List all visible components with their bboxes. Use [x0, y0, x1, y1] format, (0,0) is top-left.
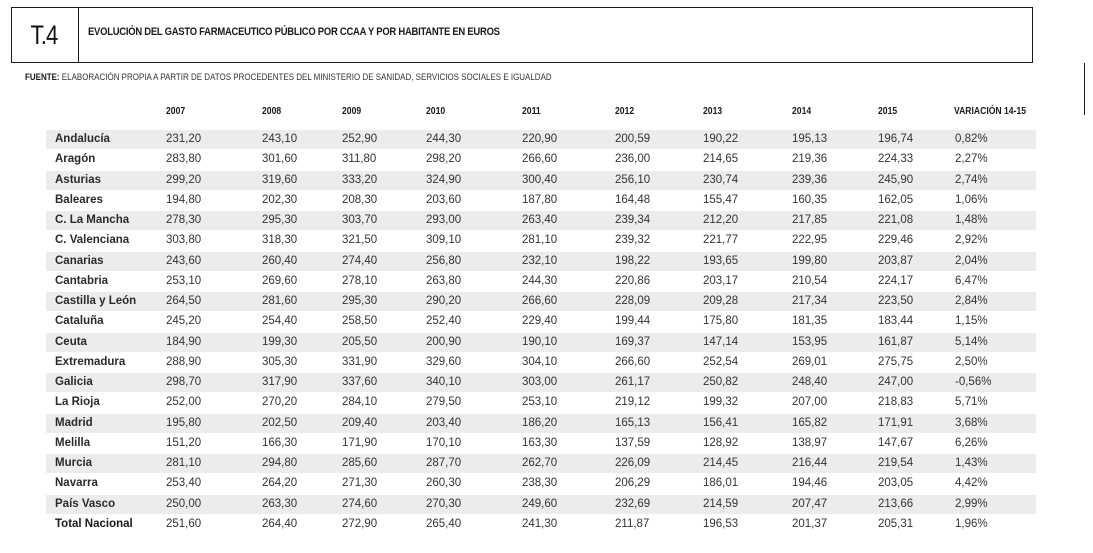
table-cell: 262,70	[522, 457, 558, 469]
table-row	[46, 130, 1036, 150]
table-cell: 175,80	[703, 315, 739, 328]
table-cell: 239,34	[615, 214, 651, 226]
table-cell: 6,47%	[955, 274, 988, 287]
table-cell: 274,60	[342, 497, 378, 510]
table-cell: 331,90	[342, 355, 378, 368]
table-cell: 153,95	[792, 335, 828, 348]
table-cell: 3,68%	[955, 416, 988, 429]
column-header: 2012	[615, 106, 635, 117]
table-cell: 224,33	[878, 153, 914, 166]
table-cell: 186,20	[522, 416, 558, 429]
region-name: Murcia	[55, 457, 93, 469]
table-cell: 196,53	[703, 517, 739, 530]
table-cell: 171,91	[878, 416, 914, 429]
table-cell: 248,40	[792, 376, 828, 388]
table-row	[46, 312, 1036, 332]
table-cell: 2,92%	[955, 234, 988, 247]
table-cell: 266,60	[522, 295, 558, 307]
table-cell: 219,54	[878, 457, 914, 469]
table-cell: 243,10	[262, 133, 298, 145]
table-cell: 220,86	[615, 274, 651, 287]
table-cell: 195,80	[166, 416, 202, 429]
table-header	[11, 7, 1033, 63]
table-cell: 303,80	[166, 234, 202, 247]
table-cell: 239,36	[792, 173, 828, 186]
table-cell: 205,50	[342, 335, 378, 348]
table-cell: 250,00	[166, 497, 202, 510]
data-table	[46, 130, 1036, 535]
table-cell: 232,10	[522, 254, 558, 267]
table-cell: 190,10	[522, 335, 558, 348]
table-cell: 274,40	[342, 254, 378, 267]
table-cell: 266,60	[615, 355, 651, 368]
table-cell: 319,60	[262, 173, 298, 186]
region-name: Andalucía	[55, 133, 110, 145]
table-code: T.4	[30, 19, 58, 50]
table-cell: 194,80	[166, 193, 202, 206]
table-cell: 333,20	[342, 173, 378, 186]
table-cell: 321,50	[342, 234, 378, 247]
table-cell: 183,44	[878, 315, 914, 328]
table-cell: 329,60	[426, 355, 462, 368]
table-cell: 218,83	[878, 396, 914, 409]
table-cell: 263,80	[426, 274, 462, 287]
table-cell: 272,90	[342, 517, 378, 530]
region-name: La Rioja	[55, 396, 100, 409]
table-cell: 317,90	[262, 376, 298, 388]
table-cell: 219,36	[792, 153, 828, 166]
table-cell: 202,30	[262, 193, 298, 206]
table-cell: 203,87	[878, 254, 914, 267]
table-row	[46, 414, 1036, 434]
table-cell: 278,10	[342, 274, 378, 287]
table-row	[46, 231, 1036, 251]
table-cell: 253,40	[166, 477, 202, 490]
table-cell: 245,90	[878, 173, 914, 186]
table-cell: 300,40	[522, 173, 558, 186]
table-cell: 186,01	[703, 477, 739, 490]
table-cell: 264,40	[262, 517, 298, 530]
table-cell: 202,50	[262, 416, 298, 429]
table-cell: 199,80	[792, 254, 828, 267]
table-cell: 203,17	[703, 274, 739, 287]
table-cell: 281,10	[166, 457, 202, 469]
table-row	[46, 292, 1036, 312]
table-cell: 163,30	[522, 436, 558, 449]
table-cell: 245,20	[166, 315, 202, 328]
table-cell: 200,59	[615, 133, 651, 145]
table-cell: 226,09	[615, 457, 651, 469]
source-label: FUENTE:	[25, 72, 60, 83]
column-header: 2013	[703, 106, 723, 117]
table-row	[46, 454, 1036, 474]
region-name: Total Nacional	[55, 517, 133, 530]
table-cell: 303,00	[522, 376, 558, 388]
table-cell: 209,28	[703, 295, 739, 307]
table-cell: 239,32	[615, 234, 651, 247]
table-cell: 166,30	[262, 436, 298, 449]
column-header: 2015	[878, 106, 898, 117]
table-cell: 281,60	[262, 295, 298, 307]
table-cell: 1,96%	[955, 517, 988, 530]
region-name: Galicia	[55, 376, 93, 388]
table-cell: 219,12	[615, 396, 651, 409]
table-cell: 203,05	[878, 477, 914, 490]
table-cell: 228,09	[615, 295, 651, 307]
table-cell: 196,74	[878, 133, 914, 145]
table-cell: 222,95	[792, 234, 828, 247]
table-cell: 281,10	[522, 234, 558, 247]
table-cell: 190,22	[703, 133, 739, 145]
table-cell: 252,00	[166, 396, 202, 409]
table-cell: 203,40	[426, 416, 462, 429]
region-name: Canarias	[55, 254, 104, 267]
table-cell: 298,20	[426, 153, 462, 166]
table-cell: 304,10	[522, 355, 558, 368]
table-cell: 260,30	[426, 477, 462, 490]
region-name: Extremadura	[55, 355, 126, 368]
table-cell: 128,92	[703, 436, 739, 449]
table-cell: 243,60	[166, 254, 202, 267]
table-row	[46, 272, 1036, 292]
table-cell: 5,14%	[955, 335, 988, 348]
table-cell: 263,40	[522, 214, 558, 226]
table-cell: 195,13	[792, 133, 828, 145]
source-line	[25, 72, 552, 83]
region-name: Asturias	[55, 173, 102, 186]
table-cell: 299,20	[166, 173, 202, 186]
table-cell: 253,10	[166, 274, 202, 287]
table-cell: 208,30	[342, 193, 378, 206]
table-cell: 303,70	[342, 214, 378, 226]
table-cell: 171,90	[342, 436, 378, 449]
table-cell: 223,50	[878, 295, 914, 307]
table-cell: 265,40	[426, 517, 462, 530]
table-cell: 2,99%	[955, 497, 988, 510]
table-cell: 264,20	[262, 477, 298, 490]
table-cell: 220,90	[522, 133, 558, 145]
table-cell: 169,37	[615, 335, 651, 348]
table-cell: 270,20	[262, 396, 298, 409]
table-cell: 181,35	[792, 315, 828, 328]
table-cell: 293,00	[426, 214, 462, 226]
column-header: 2007	[166, 106, 186, 117]
region-name: C. Valenciana	[55, 234, 130, 247]
table-row	[46, 171, 1036, 191]
table-cell: -0,56%	[955, 376, 992, 388]
table-cell: 221,77	[703, 234, 739, 247]
region-name: Navarra	[55, 477, 98, 490]
table-cell: 137,59	[615, 436, 651, 449]
table-cell: 301,60	[262, 153, 298, 166]
table-cell: 251,60	[166, 517, 202, 530]
table-cell: 211,87	[615, 517, 650, 530]
table-cell: 285,60	[342, 457, 378, 469]
table-cell: 230,74	[703, 173, 739, 186]
table-cell: 260,40	[262, 254, 298, 267]
table-cell: 205,31	[878, 517, 914, 530]
table-cell: 309,10	[426, 234, 462, 247]
table-cell: 249,60	[522, 497, 558, 510]
table-cell: 295,30	[342, 295, 378, 307]
table-cell: 224,17	[878, 274, 914, 287]
table-cell: 311,80	[342, 153, 377, 166]
table-row	[46, 474, 1036, 494]
header-divider	[78, 8, 79, 62]
table-cell: 254,40	[262, 315, 298, 328]
table-cell: 1,06%	[955, 193, 988, 206]
table-cell: 2,27%	[955, 153, 988, 166]
table-cell: 203,60	[426, 193, 462, 206]
table-cell: 250,82	[703, 376, 739, 388]
table-cell: 5,71%	[955, 396, 988, 409]
table-cell: 2,04%	[955, 254, 988, 267]
table-cell: 318,30	[262, 234, 298, 247]
table-cell: 221,08	[878, 214, 914, 226]
table-cell: 256,80	[426, 254, 462, 267]
table-cell: 201,37	[792, 517, 828, 530]
table-cell: 340,10	[426, 376, 462, 388]
table-cell: 214,59	[703, 497, 739, 510]
region-name: Melilla	[55, 436, 91, 449]
table-cell: 194,46	[792, 477, 828, 490]
region-name: Castilla y León	[55, 295, 137, 307]
table-cell: 156,41	[703, 416, 739, 429]
table-cell: 279,50	[426, 396, 462, 409]
table-cell: 165,82	[792, 416, 828, 429]
region-name: Aragón	[55, 153, 96, 166]
table-cell: 213,66	[878, 497, 914, 510]
table-row	[46, 150, 1036, 170]
region-name: Ceuta	[55, 335, 87, 348]
table-row	[46, 353, 1036, 373]
table-cell: 275,75	[878, 355, 914, 368]
table-cell: 212,20	[703, 214, 739, 226]
table-cell: 264,50	[166, 295, 202, 307]
table-cell: 200,90	[426, 335, 462, 348]
region-name: Cataluña	[55, 315, 104, 328]
table-cell: 164,48	[615, 193, 651, 206]
table-cell: 278,30	[166, 214, 202, 226]
table-cell: 214,65	[703, 153, 739, 166]
table-cell: 199,30	[262, 335, 298, 348]
table-row	[46, 333, 1036, 353]
table-cell: 288,90	[166, 355, 202, 368]
table-cell: 207,00	[792, 396, 828, 409]
table-cell: 252,90	[342, 133, 378, 145]
table-cell: 270,30	[426, 497, 462, 510]
table-cell: 138,97	[792, 436, 828, 449]
table-row	[46, 211, 1036, 231]
table-cell: 283,80	[166, 153, 202, 166]
table-cell: 217,34	[792, 295, 828, 307]
column-header: VARIACIÓN 14-15	[954, 106, 1027, 117]
table-cell: 290,20	[426, 295, 462, 307]
table-cell: 161,87	[878, 335, 914, 348]
table-cell: 170,10	[426, 436, 462, 449]
table-cell: 1,43%	[955, 457, 988, 469]
column-headers	[0, 106, 1093, 124]
table-cell: 236,00	[615, 153, 651, 166]
table-cell: 217,85	[792, 214, 828, 226]
table-cell: 147,14	[703, 335, 739, 348]
table-title: EVOLUCIÓN DEL GASTO FARMACEUTICO PÚBLICO POR CCAA Y POR HABITANTE EN EUROS	[88, 26, 500, 38]
table-cell: 206,29	[615, 477, 651, 490]
table-cell: 232,69	[615, 497, 651, 510]
table-cell: 266,60	[522, 153, 558, 166]
table-cell: 229,40	[522, 315, 558, 328]
table-cell: 324,90	[426, 173, 462, 186]
table-cell: 162,05	[878, 193, 914, 206]
total-row	[46, 515, 1036, 535]
table-cell: 6,26%	[955, 436, 988, 449]
table-row	[46, 495, 1036, 515]
table-cell: 1,15%	[955, 315, 988, 328]
table-cell: 305,30	[262, 355, 298, 368]
table-cell: 155,47	[703, 193, 739, 206]
column-header: 2011	[522, 106, 541, 117]
region-name: País Vasco	[55, 497, 116, 510]
table-row	[46, 191, 1036, 211]
table-cell: 252,40	[426, 315, 462, 328]
table-row	[46, 252, 1036, 272]
table-cell: 1,48%	[955, 214, 988, 226]
table-cell: 4,42%	[955, 477, 988, 490]
table-cell: 337,60	[342, 376, 378, 388]
table-row	[46, 373, 1036, 393]
table-cell: 269,01	[792, 355, 828, 368]
table-row	[46, 393, 1036, 413]
column-header: 2009	[342, 106, 362, 117]
region-name: Baleares	[55, 193, 103, 206]
table-cell: 160,35	[792, 193, 828, 206]
table-cell: 2,74%	[955, 173, 988, 186]
table-cell: 256,10	[615, 173, 651, 186]
table-cell: 199,32	[703, 396, 739, 409]
region-name: Madrid	[55, 416, 93, 429]
table-cell: 247,00	[878, 376, 914, 388]
table-cell: 241,30	[522, 517, 558, 530]
table-cell: 207,47	[792, 497, 828, 510]
table-cell: 244,30	[426, 133, 462, 145]
column-header: 2014	[792, 106, 812, 117]
table-row	[46, 434, 1036, 454]
table-cell: 209,40	[342, 416, 378, 429]
table-cell: 294,80	[262, 457, 298, 469]
table-cell: 210,54	[792, 274, 828, 287]
table-cell: 184,90	[166, 335, 202, 348]
table-cell: 229,46	[878, 234, 914, 247]
table-cell: 253,10	[522, 396, 558, 409]
table-cell: 165,13	[615, 416, 651, 429]
table-cell: 214,45	[703, 457, 739, 469]
table-cell: 193,65	[703, 254, 739, 267]
column-header: 2008	[262, 106, 282, 117]
table-cell: 147,67	[878, 436, 914, 449]
table-cell: 238,30	[522, 477, 558, 490]
table-cell: 2,84%	[955, 295, 988, 307]
table-cell: 252,54	[703, 355, 739, 368]
table-cell: 198,22	[615, 254, 651, 267]
table-cell: 0,82%	[955, 133, 988, 145]
column-header: 2010	[426, 106, 446, 117]
table-cell: 187,80	[522, 193, 558, 206]
table-cell: 258,50	[342, 315, 378, 328]
table-cell: 231,20	[166, 133, 202, 145]
table-cell: 263,30	[262, 497, 298, 510]
region-name: C. La Mancha	[55, 214, 130, 226]
table-cell: 287,70	[426, 457, 462, 469]
region-name: Cantabria	[55, 274, 109, 287]
table-cell: 216,44	[792, 457, 828, 469]
table-cell: 298,70	[166, 376, 202, 388]
source-text: ELABORACIÓN PROPIA A PARTIR DE DATOS PROCEDENTES DEL MINISTERIO DE SANIDAD, SERVICIOS SOCIALES E IGUALDAD	[61, 72, 552, 83]
table-cell: 199,44	[615, 315, 651, 328]
table-cell: 269,60	[262, 274, 298, 287]
table-cell: 2,50%	[955, 355, 988, 368]
table-cell: 271,30	[342, 477, 378, 490]
table-cell: 295,30	[262, 214, 298, 226]
table-cell: 151,20	[166, 436, 202, 449]
table-cell: 244,30	[522, 274, 558, 287]
table-cell: 261,17	[615, 376, 651, 388]
table-cell: 284,10	[342, 396, 378, 409]
